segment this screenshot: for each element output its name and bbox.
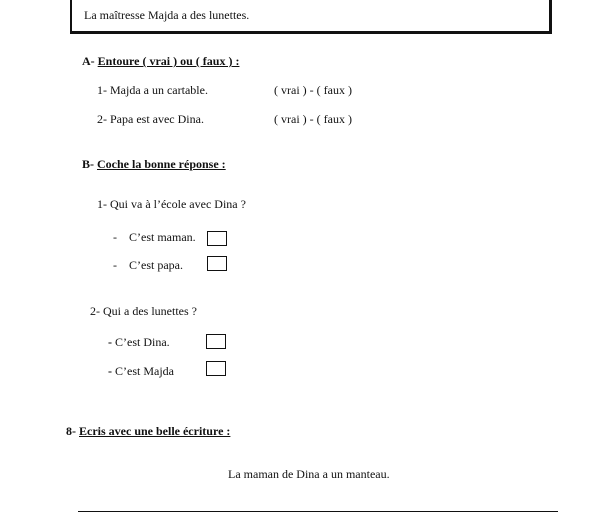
answer-checkbox[interactable] <box>206 361 226 376</box>
section-8-heading <box>66 424 230 439</box>
section-b-question-1 <box>97 197 246 212</box>
section-8-title: Ecris avec une belle écriture : <box>79 424 231 438</box>
option-bullet: - <box>113 258 117 272</box>
section-b-q1-option-1 <box>113 230 196 245</box>
reading-text: La maîtresse Majda a des lunettes. <box>84 8 250 22</box>
section-a-title: Entoure ( vrai ) ou ( faux ) : <box>97 54 240 68</box>
question-number: 1- <box>97 197 107 211</box>
section-a-item-2-choices: ( vrai ) - ( faux ) <box>274 112 352 126</box>
section-a-item-2 <box>97 112 204 127</box>
item-number: 2- <box>97 112 107 126</box>
reading-text-box <box>70 0 552 34</box>
section-8-prefix: 8- <box>66 424 76 438</box>
section-b-heading <box>82 157 226 172</box>
section-b-prefix: B- <box>82 157 94 171</box>
question-number: 2- <box>90 304 100 318</box>
option-bullet: - <box>108 364 112 378</box>
section-a-item-1 <box>97 83 208 98</box>
writing-line[interactable] <box>78 511 558 512</box>
section-a-item-1-choices: ( vrai ) - ( faux ) <box>274 83 352 97</box>
section-a-prefix: A- <box>82 54 95 68</box>
section-b-q2-option-2 <box>108 364 174 379</box>
section-a-heading <box>82 54 239 69</box>
answer-checkbox[interactable] <box>206 334 226 349</box>
answer-checkbox[interactable] <box>207 231 227 246</box>
item-text: Majda a un cartable. <box>110 83 208 97</box>
option-bullet: - <box>108 335 112 349</box>
section-b-q2-option-1 <box>108 335 170 350</box>
section-b-q1-option-2 <box>113 258 183 273</box>
section-b-question-2 <box>90 304 197 319</box>
option-text: C’est papa. <box>129 258 183 272</box>
option-text: C’est Dina. <box>115 335 170 349</box>
question-text: Qui a des lunettes ? <box>103 304 197 318</box>
question-text: Qui va à l’école avec Dina ? <box>110 197 246 211</box>
option-text: C’est Majda <box>115 364 174 378</box>
answer-checkbox[interactable] <box>207 256 227 271</box>
section-b-title: Coche la bonne réponse : <box>97 157 226 171</box>
model-sentence: La maman de Dina a un manteau. <box>228 467 390 481</box>
option-text: C’est maman. <box>129 230 196 244</box>
option-bullet: - <box>113 230 117 244</box>
item-text: Papa est avec Dina. <box>110 112 204 126</box>
item-number: 1- <box>97 83 107 97</box>
